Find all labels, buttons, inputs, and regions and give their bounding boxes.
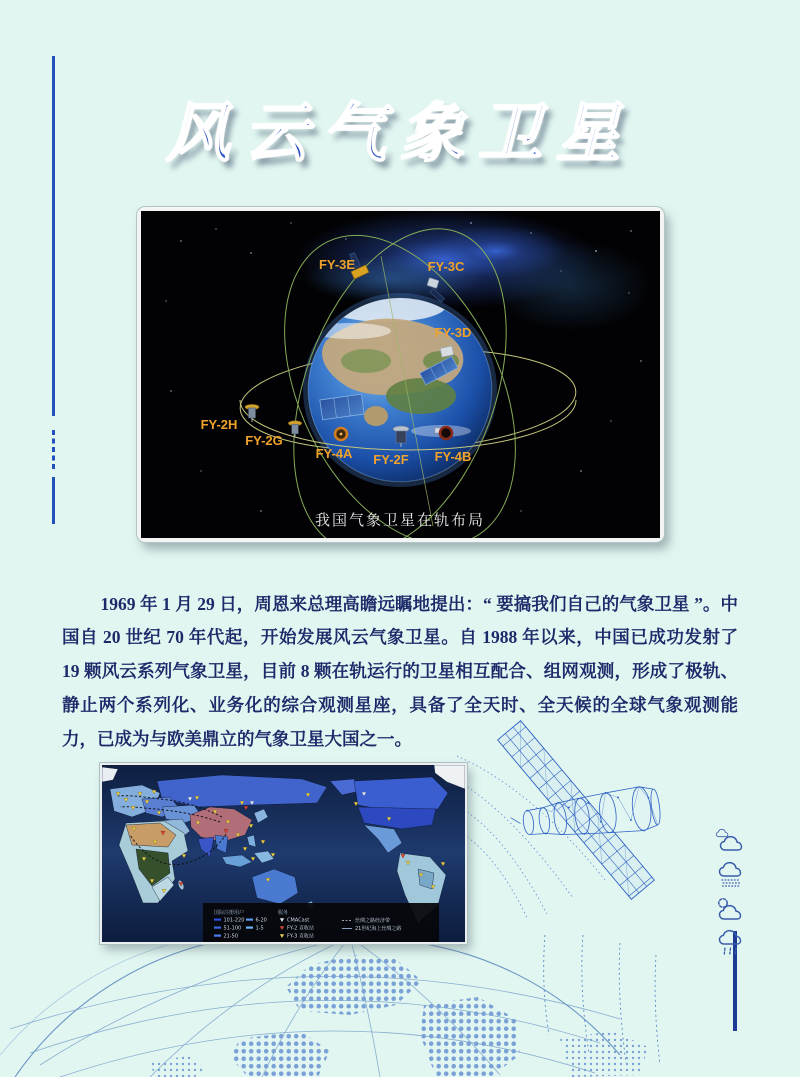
legend-service-fy3: FY-3 直收站 bbox=[287, 933, 314, 940]
satellite-label-fy3e: FY-3E bbox=[318, 257, 356, 272]
satellite-label-fy2g: FY-2G bbox=[245, 433, 283, 448]
drizzle-icon bbox=[712, 859, 750, 891]
legend-route-belt: 丝绸之路经济带 bbox=[355, 918, 391, 924]
satellite-label-fy4a: FY-4A bbox=[315, 446, 353, 461]
legend-service-cmacast: CMACast bbox=[287, 917, 310, 924]
legend-users-title: 国际注册用户 bbox=[214, 910, 245, 916]
satellite-fy4a bbox=[335, 428, 347, 440]
halftone-globe-decoration bbox=[0, 935, 660, 1077]
showers-icon bbox=[712, 927, 750, 959]
satellite-label-fy3c: FY-3C bbox=[427, 259, 465, 274]
sun-cloud-icon bbox=[712, 894, 750, 924]
map-legend bbox=[203, 903, 439, 942]
world-map-figure bbox=[100, 763, 467, 944]
page-title: 风云气象卫星 bbox=[166, 98, 634, 169]
legend-services-title: 服务 bbox=[278, 910, 289, 916]
legend-service-fy2: FY-2 直收站 bbox=[287, 925, 314, 932]
left-accent-dashes bbox=[52, 430, 55, 472]
satellite-label-fy2f: FY-2F bbox=[373, 452, 409, 467]
left-accent-line-bottom bbox=[52, 477, 55, 524]
satellite-label-fy4b: FY-4B bbox=[434, 449, 472, 464]
weather-icons-column bbox=[712, 826, 756, 962]
legend-range-2: 51-100 bbox=[223, 925, 242, 932]
body-paragraph: 1969 年 1 月 29 日，周恩来总理高瞻远瞩地提出：“ 要搞我们自己的气象卫星 ”。中国自 20 世纪 70 年代起，开始发展风云气象卫星。自 1988 年以来，中国已成功发射了 19 颗风云系列气象卫星，目前 8 颗在轨运行的卫星相互配合、组网观测，形成了极轨、静止两个系列化、业务化的综合观测星座，具备了全天时、全天候的全球气象观测能力，已成为与欧美鼎立的气象卫星大国之一。 bbox=[62, 593, 738, 749]
satellite-label-fy2h: FY-2H bbox=[200, 417, 238, 432]
legend-range-5: 1-5 bbox=[255, 925, 264, 932]
legend-range-3: 21-50 bbox=[223, 933, 239, 940]
satellite-label-fy3d: FY-3D bbox=[434, 325, 472, 340]
orbit-constellation-figure bbox=[137, 207, 664, 542]
cloudy-icon bbox=[712, 826, 750, 856]
figure-caption: 我国气象卫星在轨布局 bbox=[314, 513, 486, 529]
wireframe-satellite-decoration bbox=[455, 718, 715, 918]
legend-range-4: 6-20 bbox=[255, 917, 267, 924]
legend-range-1: 101-220 bbox=[223, 917, 245, 924]
legend-route-road: 21世纪海上丝绸之路 bbox=[355, 926, 402, 932]
